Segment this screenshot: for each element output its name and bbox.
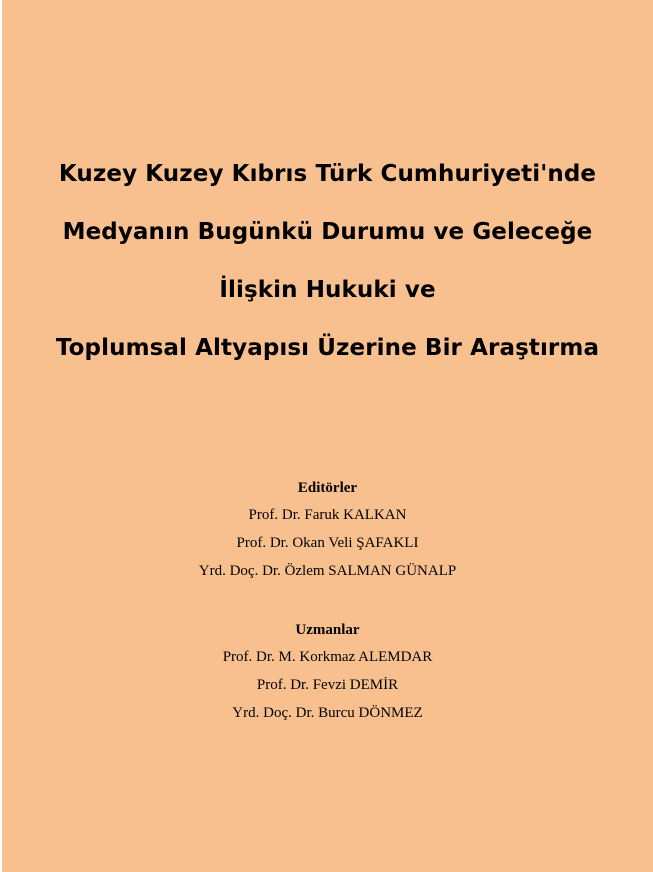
expert-name: Prof. Dr. M. Korkmaz ALEMDAR [222,649,433,665]
expert-name: Prof. Dr. Fevzi DEMİR [256,677,399,693]
title-line-3: İlişkin Hukuki ve [219,277,436,303]
editors-section [2,478,653,581]
experts-section [2,620,653,723]
editor-name: Yrd. Doç. Dr. Özlem SALMAN GÜNALP [198,563,457,579]
cover-page [2,0,653,872]
title-line-1: Kuzey Kuzey Kıbrıs Türk Cumhuriyeti'nde [58,161,597,187]
title-line-4: Toplumsal Altyapısı Üzerine Bir Araştırma [55,335,600,361]
editors-heading: Editörler [297,480,358,496]
editor-name: Prof. Dr. Okan Veli ŞAFAKLI [236,535,419,551]
book-title [2,150,653,362]
expert-name: Yrd. Doç. Dr. Burcu DÖNMEZ [232,705,423,721]
title-line-2: Medyanın Bugünkü Durumu ve Geleceğe [62,219,593,245]
experts-heading: Uzmanlar [295,622,360,638]
editor-name: Prof. Dr. Faruk KALKAN [248,507,407,523]
